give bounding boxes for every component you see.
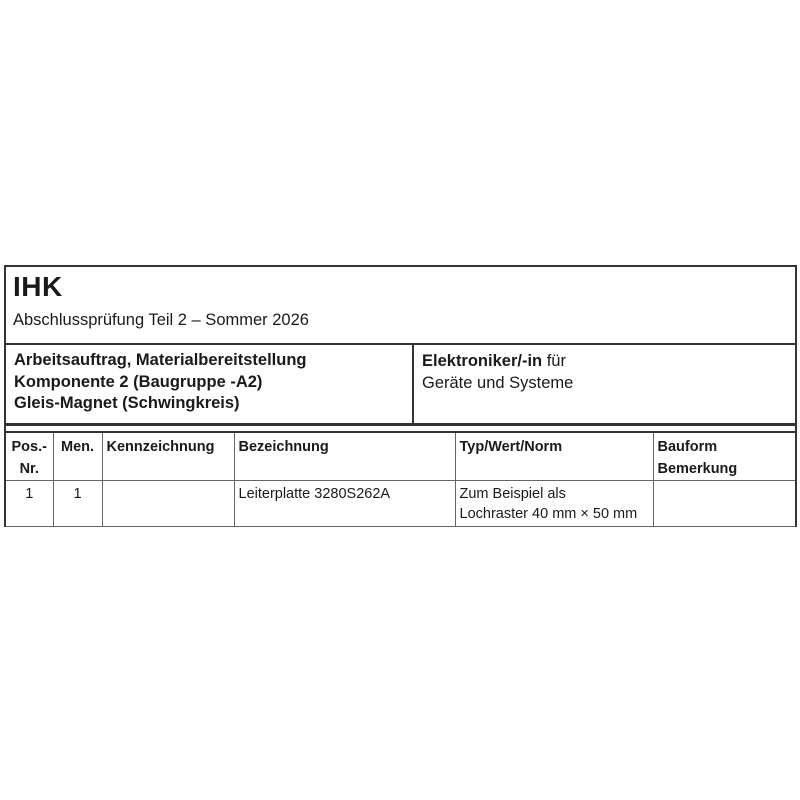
ihk-logo-text: IHK — [13, 271, 63, 302]
task-description — [6, 345, 414, 423]
col-header-kennzeichnung: Kennzeichnung — [102, 433, 234, 481]
profession-line-1 — [422, 350, 795, 372]
profession-line-2: Geräte und Systeme — [422, 374, 574, 392]
cell-men: 1 — [53, 481, 102, 527]
cell-typ: Zum Beispiel als Lochraster 40 mm × 50 mm — [455, 481, 653, 527]
cell-kennzeichnung — [102, 481, 234, 527]
table-row — [6, 481, 795, 527]
task-line-3: Gleis-Magnet (Schwingkreis) — [14, 394, 240, 412]
section-gap — [6, 426, 795, 433]
cell-bauform — [653, 481, 795, 527]
parts-table — [6, 433, 795, 527]
col-header-men: Men. — [53, 433, 102, 481]
task-line-2: Komponente 2 (Baugruppe -A2) — [14, 372, 263, 391]
col-header-pos: Pos.- Nr. — [6, 433, 53, 481]
profession-info — [414, 345, 795, 423]
col-header-bauform: Bauform Bemerkung — [653, 433, 795, 481]
profession-suffix: für — [542, 352, 566, 370]
order-document — [4, 265, 797, 527]
exam-title: Abschlussprüfung Teil 2 – Sommer 2026 — [13, 311, 309, 329]
col-header-typ: Typ/Wert/Norm — [455, 433, 653, 481]
col-header-bezeichnung: Bezeichnung — [234, 433, 455, 481]
profession-title: Elektroniker/-in — [422, 352, 543, 370]
task-section — [6, 345, 795, 426]
task-line-1: Arbeitsauftrag, Materialbereitstellung — [14, 351, 307, 369]
cell-pos: 1 — [6, 481, 53, 527]
cell-bezeichnung: Leiterplatte 3280S262A — [234, 481, 455, 527]
document-header — [6, 267, 795, 345]
table-header-row — [6, 433, 795, 481]
